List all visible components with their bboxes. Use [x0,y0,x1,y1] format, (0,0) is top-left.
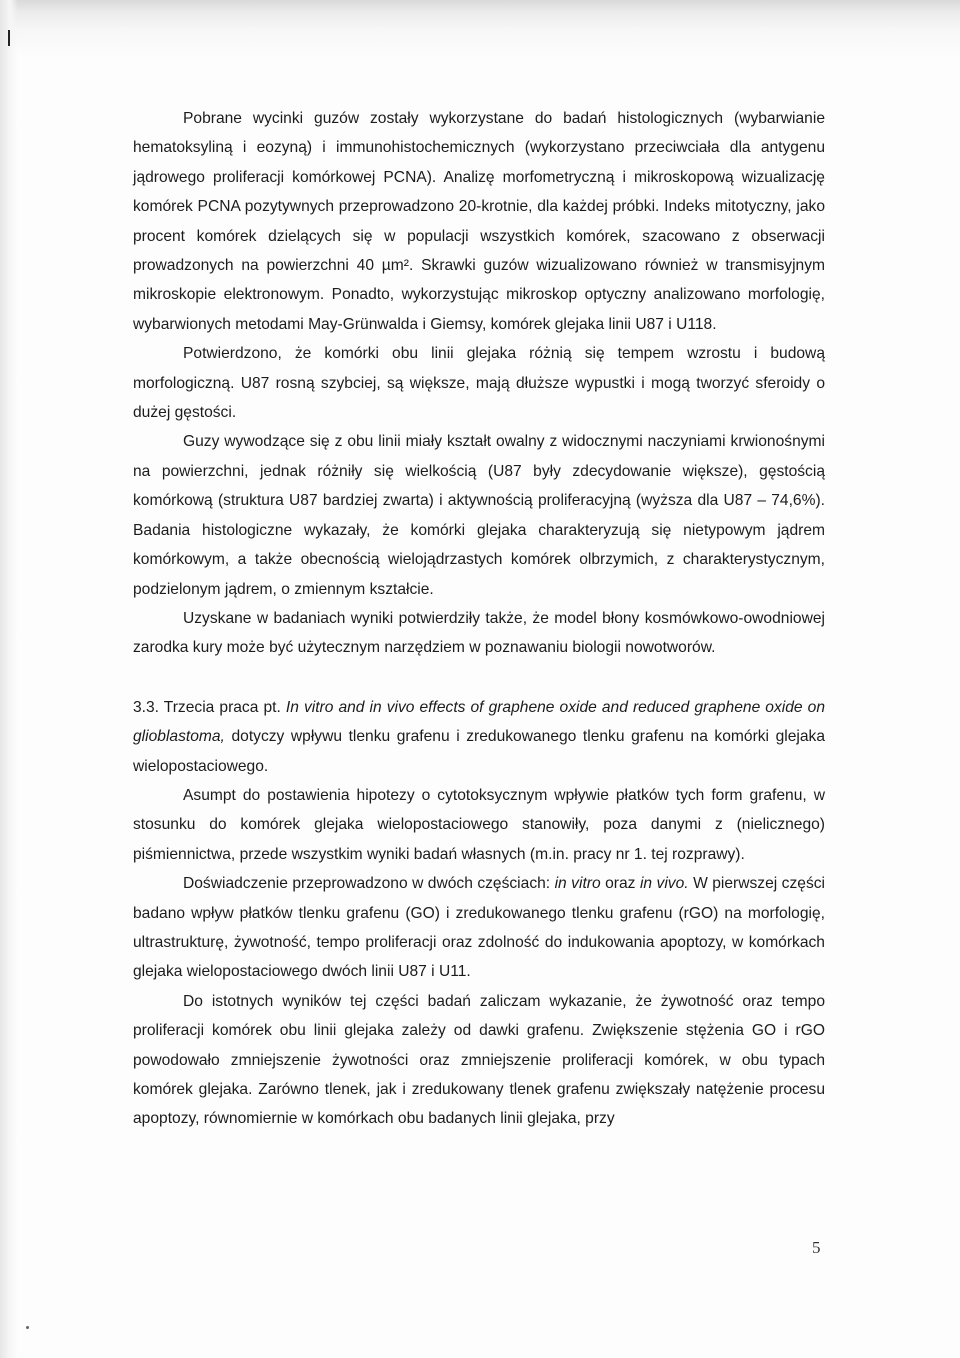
body-text [133,104,825,1134]
experiment-in-vivo: in vivo. [639,875,689,893]
section-title: In vitro and in vivo effects of graphene oxide and reduced graphene oxide on glioblastoma, [133,698,825,746]
section-gap [133,663,825,693]
paragraph-hypothesis: Asumpt do postawienia hipotezy o cytotoksycznym wpływie płatków tych form grafenu, w stosunku do komórek glejaka wielopostaciowego stanowiły, poza danymi z (nielicznego) piśmiennictwa, przede wszystkim wyniki badań własnych (m.in. pracy nr 1. tej rozprawy). [133,786,825,863]
experiment-conj: oraz [605,875,636,893]
scan-corner-mark [8,30,10,46]
scan-shadow-left [0,0,18,1358]
paragraph-tumors: Guzy wywodzące się z obu linii miały kształt owalny z widocznymi naczyniami krwionośnymi na powierzchni, jednak różniły się wielkością (U87 były zdecydowanie większe), gęstością komórkową (struktura U87 bardziej zwarta) i aktywnością proliferacyjną (wyższa dla U87 – 74,6%). Badania histologiczne wykazały, że komórki glejaka charakteryzują się nietypowym jądrem komórkowym, a także obecnością wielojądrzastych komórek olbrzymich, z charakterystycznym, podzielonym jądrem, o zmiennym kształcie. [133,433,825,598]
section-rest: dotyczy wpływu tlenku grafenu i zredukowanego tlenku grafenu na komórki glejaka wielopostaciowego. [133,728,825,775]
scan-shadow-top [0,0,960,58]
paragraph-results: Do istotnych wyników tej części badań zaliczam wykazanie, że żywotność oraz tempo proliferacji komórek obu linii glejaka zależy od dawki grafenu. Zwiększenie stężenia GO i rGO powodowało zmniejszenie żywotności oraz zmniejszenie proliferacji komórek, w obu typach komórek glejaka. Zarówno tlenek, jak i zredukowany tlenek grafenu zwiększały natężenie procesu apoptozy, równomiernie w komórkach obu badanych linii glejaka, przy [133,992,825,1128]
experiment-lead: Doświadczenie przeprowadzono w dwóch częściach: [183,875,551,893]
paragraph-methods: Pobrane wycinki guzów zostały wykorzystane do badań histologicznych (wybarwianie hematoksyliną i eozyną) i immunohistochemicznych (wykorzystano przeciwciała dla antygenu jądrowego proliferacji komórkowej PCNA). Analizę morfometryczną i mikroskopową wizualizację komórek PCNA pozytywnych przeprowadzono 20-krotnie, dla każdej próbki. Indeks mitotyczny, jako procent komórek dzielących się w populacji wszystkich komórek, szacowano z obserwacji prowadzonych na powierzchni 40 µm². Skrawki guzów wizualizowano również w transmisyjnym mikroskopie elektronowym. Ponadto, wykorzystując mikroskop optyczny analizowano morfologię, wybarwionych metodami May-Grünwalda i Giemsy, komórek glejaka linii U87 i U118. [133,110,825,333]
experiment-in-vitro: in vitro [554,875,601,893]
paragraph-experiment [133,869,825,987]
section-heading [133,693,825,781]
paragraph-model: Uzyskane w badaniach wyniki potwierdziły także, że model błony kosmówkowo-owodniowej zarodka kury może być użytecznym narzędziem w poznawaniu biologii nowotworów. [133,609,825,657]
section-lead: Trzecia praca pt. [163,698,281,716]
scan-dot-mark [26,1326,29,1329]
paragraph-confirmation: Potwierdzono, że komórki obu linii glejaka różnią się tempem wzrostu i budową morfologiczną. U87 rosną szybciej, są większe, mają dłuższe wypustki i mogą tworzyć sferoidy o dużej gęstości. [133,345,825,422]
page-number: 5 [812,1238,821,1257]
section-number: 3.3. [133,698,160,716]
experiment-rest: W pierwszej części badano wpływ płatków tlenku grafenu (GO) i zredukowanego tlenku grafenu (rGO) na morfologię, ultrastrukturę, żywotność, tempo proliferacji oraz zdolność do indukowania apoptozy, w komórkach glejaka wielopostaciowego dwóch linii U87 i U11. [133,875,826,981]
